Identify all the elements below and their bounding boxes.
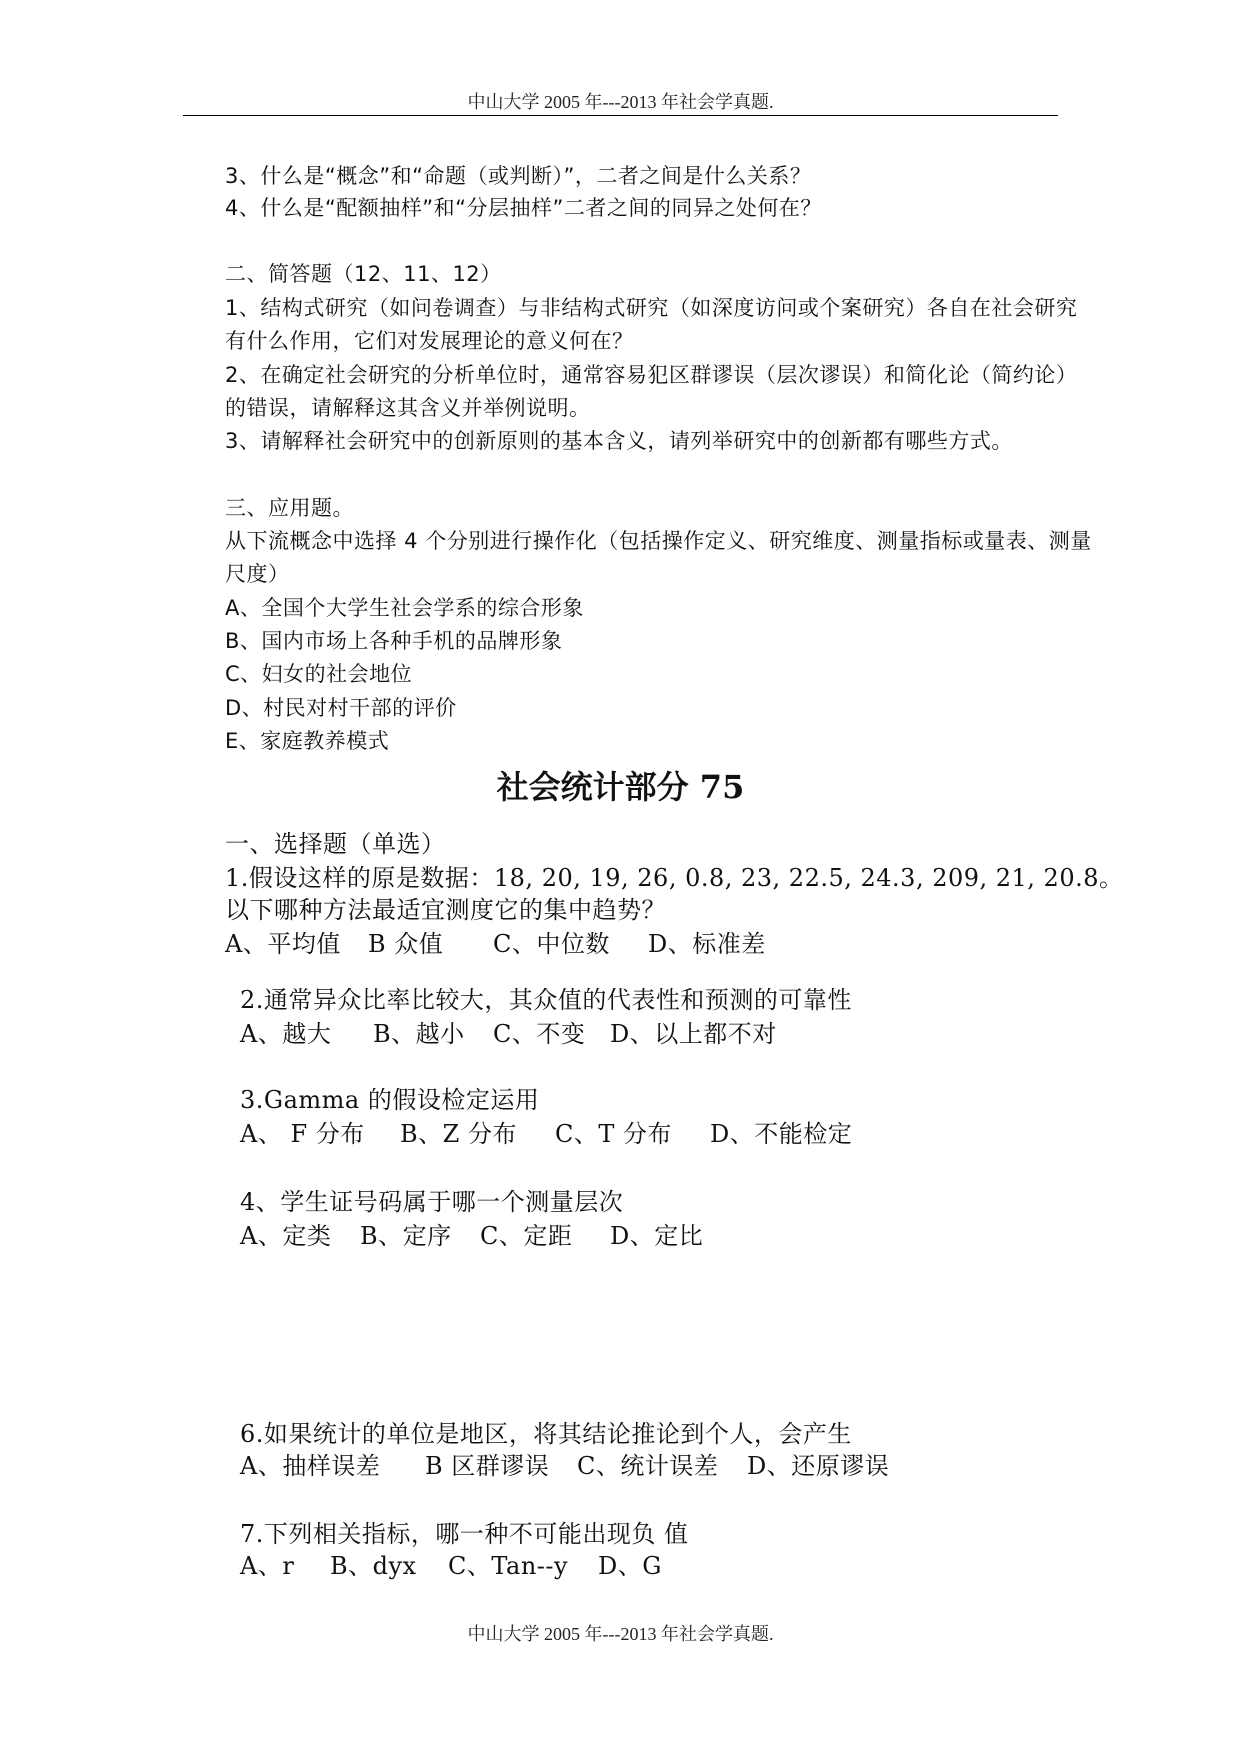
option-b: B 众值 [368, 930, 444, 958]
option-b: B、dyx [330, 1552, 417, 1580]
page-header: 中山大学 2005 年---2013 年社会学真题. [467, 92, 774, 112]
option-c: C、中位数 [493, 930, 610, 958]
option-d: D、G [598, 1552, 662, 1580]
option-d: D、标准差 [648, 930, 766, 958]
s2-question-1-line-2: 有什么作用，它们对发展理论的意义何在？ [225, 329, 634, 353]
stats-q1-line-2: 以下哪种方法最适宜测度它的集中趋势？ [225, 896, 666, 924]
option-a: A、越大 [240, 1020, 332, 1048]
s3-item-a: A、全国个大学生社会学系的综合形象 [225, 596, 584, 620]
option-b: B 区群谬误 [425, 1452, 550, 1480]
stats-q1-line-1: 1.假设这样的原是数据：18, 20, 19, 26, 0.8, 23, 22.5, 24.3, 209, 21, 20.8。 [225, 864, 1124, 892]
stats-q3: 3.Gamma 的假设检定运用 [240, 1086, 540, 1114]
section-2-title: 二、简答题（12、11、12） [225, 262, 502, 286]
s3-intro-line-2: 尺度） [225, 562, 290, 586]
section-title-statistics: 社会统计部分 75 [496, 768, 745, 806]
option-c: C、Tan--y [448, 1552, 569, 1580]
option-d: D、以上都不对 [610, 1020, 777, 1048]
option-a: A、r [240, 1552, 295, 1580]
stats-q4: 4、学生证号码属于哪一个测量层次 [240, 1188, 624, 1216]
stats-q6-options [240, 1446, 889, 1481]
stats-q7-options [240, 1546, 662, 1581]
page-footer: 中山大学 2005 年---2013 年社会学真题. [467, 1624, 774, 1644]
s2-question-3: 3、请解释社会研究中的创新原则的基本含义，请列举研究中的创新都有哪些方式。 [225, 429, 1013, 453]
question-4: 4、什么是“配额抽样”和“分层抽样”二者之间的同异之处何在？ [225, 196, 822, 220]
option-b: B、Z 分布 [400, 1120, 517, 1148]
option-c: C、不变 [493, 1020, 586, 1048]
option-b: B、越小 [373, 1020, 465, 1048]
option-c: C、定距 [480, 1222, 573, 1250]
option-a: A、平均值 [225, 930, 341, 958]
option-a: A、 F 分布 [240, 1120, 365, 1148]
s3-item-c: C、妇女的社会地位 [225, 662, 413, 686]
stats-section-1-title: 一、选择题（单选） [225, 830, 446, 858]
s2-question-2-line-2: 的错误，请解释这其含义并举例说明。 [225, 396, 591, 420]
s2-question-1-line-1: 1、结构式研究（如问卷调查）与非结构式研究（如深度访问或个案研究）各自在社会研究 [225, 296, 1078, 320]
stats-q6: 6.如果统计的单位是地区，将其结论推论到个人，会产生 [240, 1420, 852, 1448]
option-b: B、定序 [360, 1222, 452, 1250]
option-d: D、不能检定 [710, 1120, 853, 1148]
s2-question-2-line-1: 2、在确定社会研究的分析单位时，通常容易犯区群谬误（层次谬误）和简化论（简约论） [225, 363, 1078, 387]
option-c: C、统计误差 [577, 1452, 719, 1480]
s3-item-e: E、家庭教养模式 [225, 729, 390, 753]
s3-item-b: B、国内市场上各种手机的品牌形象 [225, 629, 563, 653]
stats-q3-options [240, 1114, 852, 1149]
s3-item-d: D、村民对村干部的评价 [225, 696, 457, 720]
option-a: A、定类 [240, 1222, 332, 1250]
stats-q4-options [240, 1216, 703, 1251]
stats-q7: 7.下列相关指标，哪一种不可能出现负 值 [240, 1520, 689, 1548]
option-c: C、T 分布 [555, 1120, 672, 1148]
option-d: D、定比 [610, 1222, 704, 1250]
option-d: D、还原谬误 [747, 1452, 890, 1480]
stats-q2-options [240, 1014, 777, 1049]
section-3-title: 三、应用题。 [225, 496, 354, 520]
option-a: A、抽样误差 [240, 1452, 381, 1480]
stats-q1-options [225, 924, 766, 959]
question-3: 3、什么是“概念”和“命题（或判断）”，二者之间是什么关系？ [225, 164, 812, 188]
header-rule [183, 115, 1058, 116]
s3-intro-line-1: 从下流概念中选择 4 个分别进行操作化（包括操作定义、研究维度、测量指标或量表、测量 [225, 529, 1092, 553]
stats-q2: 2.通常异众比率比较大，其众值的代表性和预测的可靠性 [240, 986, 852, 1014]
